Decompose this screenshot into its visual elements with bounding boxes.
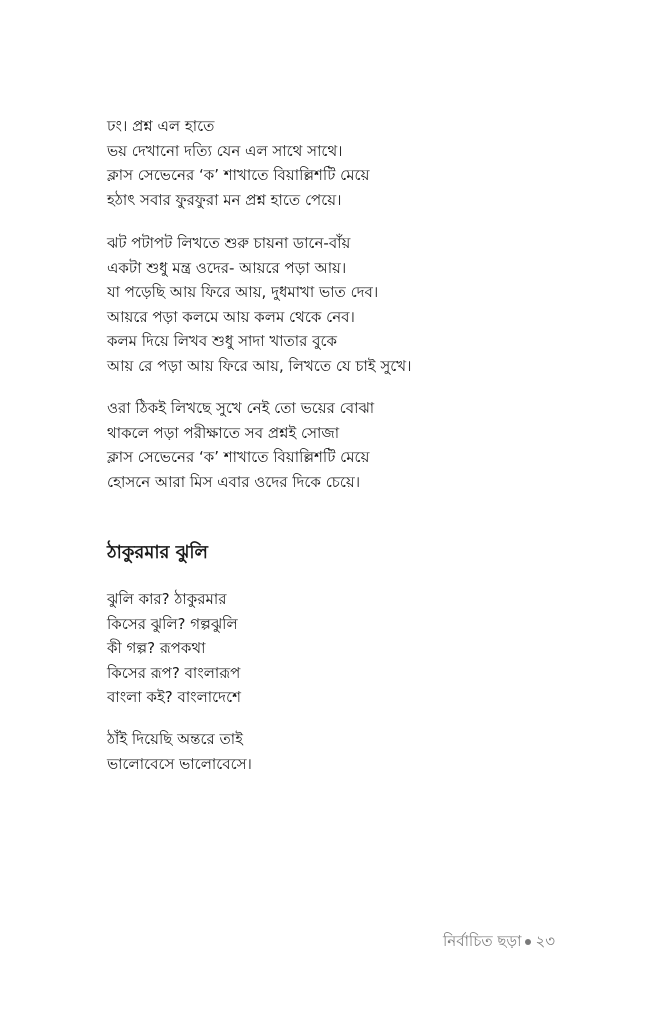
poem1-stanza-3 [107,396,374,494]
poem-line: ঝট পটাপট লিখতে শুরু চায়না ডানে-বাঁয় [107,234,351,252]
poem1-stanza-1 [107,114,369,212]
poem-title: ঠাকুরমার ঝুলি [107,542,208,563]
poem-line: যা পড়েছি আয় ফিরে আয়, দুধমাখা ভাত দেব। [107,283,379,301]
poem-line: ক্লাস সেভেনের ‘ক’ শাখাতে বিয়াল্লিশটি মেয়ে [107,448,370,466]
poem-line: হোসনে আরা মিস এবার ওদের দিকে চেয়ে। [107,472,361,491]
poem-line: একটা শুধু মন্ত্র ওদের- আয়রে পড়া আয়। [107,258,347,277]
poem-line: ওরা ঠিকই লিখছে সুখে নেই তো ভয়ের বোঝা [107,399,375,417]
poem-line: আয় রে পড়া আয় ফিরে আয়, লিখতে যে চাই সুখে। [107,356,412,375]
poem-line: বাংলা কই? বাংলাদেশে [107,688,241,706]
book-title: নির্বাচিত ছড়া [442,932,522,950]
poem-line: হঠাৎ সবার ফুরফুরা মন প্রশ্ন হাতে পেয়ে। [107,190,342,209]
poem-line: ভয় দেখানো দত্যি যেন এল সাথে সাথে। [107,141,343,160]
poem-line: কলম দিয়ে লিখব শুধু সাদা খাতার বুকে [107,332,338,350]
poem-line: ঝুলি কার? ঠাকুরমার [107,590,227,608]
poem-line: ক্লাস সেভেনের ‘ক’ শাখাতে বিয়াল্লিশটি মেয়ে [107,166,370,184]
poem-line: ভালোবেসে ভালোবেসে। [107,754,252,773]
bullet-separator-icon [525,939,531,945]
poem-line: কিসের ঝুলি? গল্পঝুলি [107,614,238,633]
page-number: ২৩ [535,932,555,950]
page-footer [420,930,555,955]
poem-line: ঠাঁই দিয়েছি অন্তরে তাই [107,730,243,748]
poem-line: থাকলে পড়া পরীক্ষাতে সব প্রশ্নই সোজা [107,423,340,442]
poem1-stanza-2 [107,231,412,378]
poem-line: কিসের রূপ? বাংলারূপ [107,663,241,682]
poem2-stanza-1 [107,587,241,710]
poem2-stanza-2 [107,727,252,776]
poem-line: আয়রে পড়া কলমে আয় কলম থেকে নেব। [107,307,355,326]
poem-line: কী গল্প? রূপকথা [107,639,206,657]
poem-line: ঢং। প্রশ্ন এল হাতে [107,117,215,135]
